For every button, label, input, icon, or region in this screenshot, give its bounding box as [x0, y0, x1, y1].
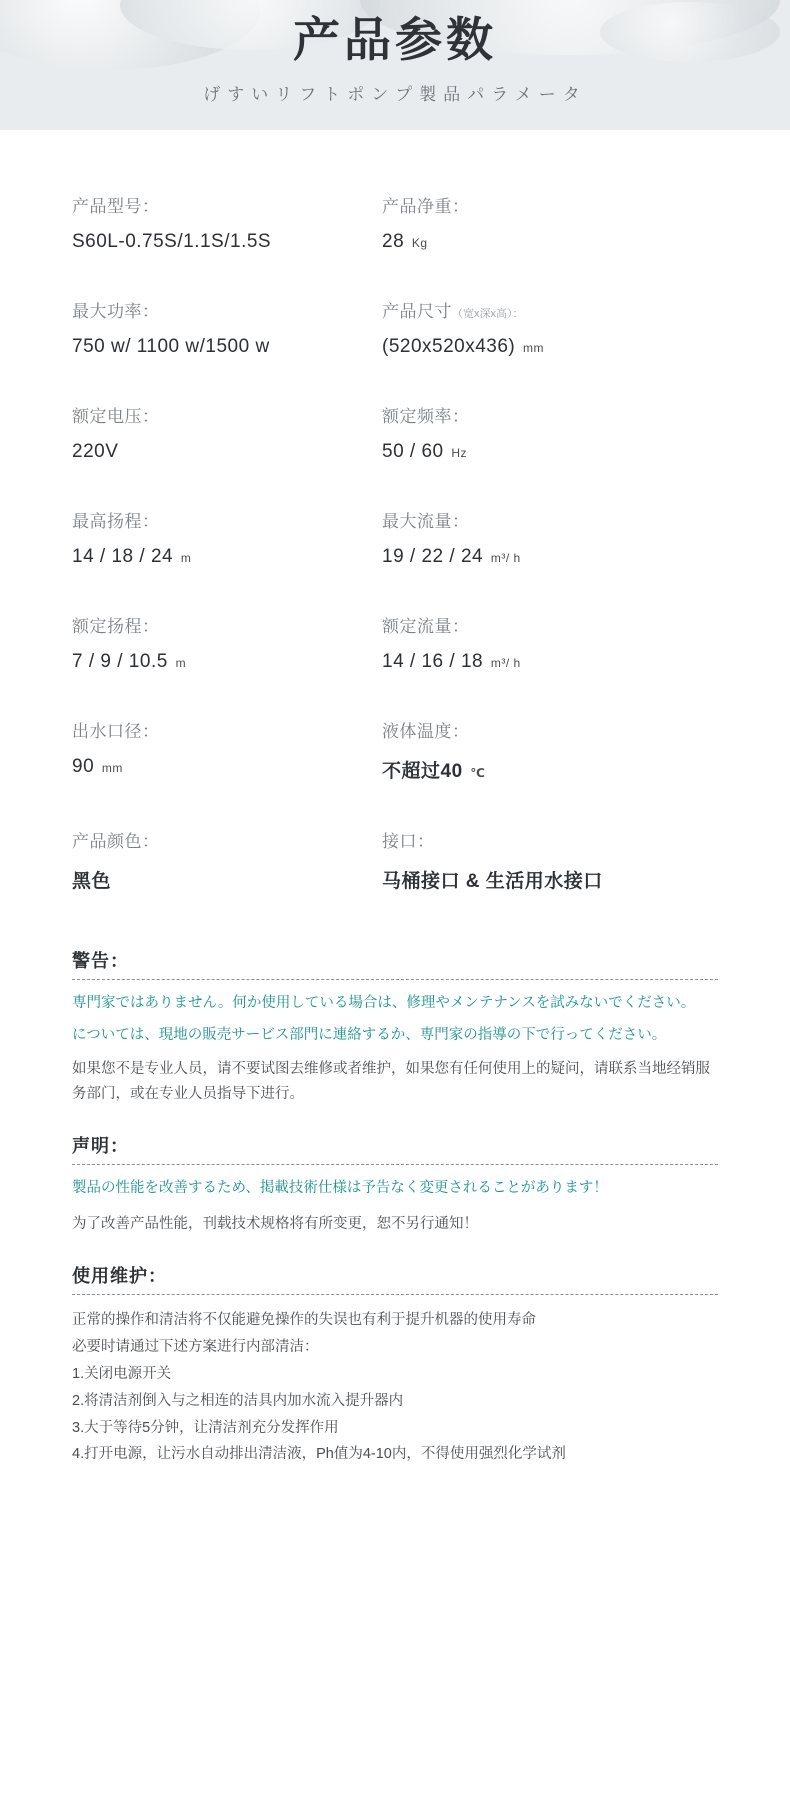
- spec-value: 马桶接口 & 生活用水接口: [382, 871, 603, 892]
- spec-label: 液体温度：: [382, 722, 470, 741]
- spec-value: 90 mm: [72, 756, 123, 777]
- spec-label: 最高扬程：: [72, 512, 160, 531]
- spec-unit: m: [180, 551, 192, 565]
- spec-item-max-power: [72, 297, 382, 402]
- spec-unit: m³/ h: [490, 656, 521, 670]
- spec-label: 接口：: [382, 832, 435, 851]
- spec-label: 产品净重：: [382, 197, 470, 216]
- page-header: [0, 0, 790, 130]
- divider: [72, 1164, 718, 1165]
- spec-unit: m³/ h: [490, 551, 521, 565]
- spec-item-interface: [382, 827, 760, 937]
- spec-label: 额定扬程：: [72, 617, 160, 636]
- spec-item-dimensions: [382, 297, 760, 402]
- spec-value: S60L-0.75S/1.1S/1.5S: [72, 231, 272, 252]
- spec-unit: m: [175, 656, 187, 670]
- spec-item-net-weight: [382, 192, 760, 297]
- warning-text-jp-1: 専門家ではありません。何か使用している場合は、修理やメンテナンスを試みないでください。: [72, 995, 696, 1011]
- spec-item-max-flow: [382, 507, 760, 612]
- spec-label: 额定电压：: [72, 407, 160, 426]
- spec-value: 黑色: [72, 871, 112, 892]
- maintenance-step: 4.打开电源，让污水自动排出清洁液，Ph值为4-10内，不得使用强烈化学试剂: [72, 1446, 566, 1463]
- spec-label-sub: （宽x深x高）：: [452, 308, 524, 320]
- notes-section: [72, 947, 718, 1468]
- spec-value: 750 w/ 1100 w/1500 w: [72, 336, 270, 357]
- maintenance-title: 使用维护：: [72, 1266, 167, 1287]
- divider: [72, 1294, 718, 1295]
- spec-value: 220V: [72, 441, 119, 462]
- divider: [72, 979, 718, 980]
- spec-item-max-head: [72, 507, 382, 612]
- spec-value: 14 / 16 / 18 m³/ h: [382, 651, 521, 672]
- page-title: 产品参数: [293, 13, 497, 66]
- warning-text-cn: 如果您不是专业人员，请不要试图去维修或者维护，如果您有任何使用上的疑问，请联系当地经销服务部门，或在专业人员指导下进行。: [72, 1060, 710, 1102]
- spec-value: 19 / 22 / 24 m³/ h: [382, 546, 521, 567]
- warning-title: 警告：: [72, 951, 129, 971]
- spec-label: 最大功率：: [72, 302, 160, 321]
- spec-label: 额定流量：: [382, 617, 470, 636]
- spec-label: 产品型号：: [72, 197, 160, 216]
- statement-block: [72, 1132, 718, 1236]
- spec-item-rated-frequency: [382, 402, 760, 507]
- spec-label: 最大流量：: [382, 512, 470, 531]
- spec-value: 7 / 9 / 10.5 m: [72, 651, 187, 672]
- maintenance-intro-2: 必要时请通过下述方案进行内部清洁：: [72, 1339, 319, 1356]
- spec-item-rated-flow: [382, 612, 760, 717]
- statement-text-cn: 为了改善产品性能，刊载技术规格将有所变更，恕不另行通知！: [72, 1215, 478, 1232]
- spec-label: 额定频率：: [382, 407, 470, 426]
- maintenance-intro-1: 正常的操作和清洁将不仅能避免操作的失误也有利于提升机器的使用寿命: [72, 1312, 536, 1329]
- spec-label: 出水口径：: [72, 722, 160, 741]
- maintenance-step: 1.关闭电源开关: [72, 1365, 172, 1382]
- spec-unit: Hz: [451, 446, 468, 460]
- spec-value: 28 Kg: [382, 231, 428, 252]
- spec-value: (520x520x436) mm: [382, 336, 545, 357]
- spec-item-color: [72, 827, 382, 937]
- warning-text-jp-2: については、現地の販売サービス部門に連絡するか、専門家の指導の下で行ってください。: [72, 1027, 667, 1044]
- spec-label: 产品尺寸（宽x深x高）：: [382, 302, 524, 321]
- page-subtitle: げすいリフトポンプ製品パラメータ: [203, 84, 587, 104]
- maintenance-step: 3.大于等待5分钟，让清洁剂充分发挥作用: [72, 1419, 339, 1436]
- statement-text-jp: 製品の性能を改善するため、掲載技術仕様は予告なく変更されることがあります！: [72, 1180, 608, 1197]
- spec-grid: [72, 130, 760, 937]
- spec-item-model: [72, 192, 382, 297]
- maintenance-list: [72, 1307, 718, 1468]
- spec-unit: Kg: [411, 236, 428, 250]
- spec-unit: mm: [523, 341, 545, 355]
- spec-label: 产品颜色：: [72, 832, 160, 851]
- spec-unit: mm: [101, 761, 123, 775]
- spec-item-outlet-diameter: [72, 717, 382, 827]
- spec-item-liquid-temperature: [382, 717, 760, 827]
- maintenance-block: [72, 1262, 718, 1468]
- warning-block: [72, 947, 718, 1106]
- spec-item-rated-head: [72, 612, 382, 717]
- maintenance-step: 2.将清洁剂倒入与之相连的洁具内加水流入提升器内: [72, 1392, 404, 1409]
- spec-value: 50 / 60 Hz: [382, 441, 468, 462]
- spec-item-rated-voltage: [72, 402, 382, 507]
- spec-value: 不超过40 ℃: [382, 761, 486, 782]
- statement-title: 声明：: [72, 1136, 129, 1157]
- spec-value: 14 / 18 / 24 m: [72, 546, 192, 567]
- spec-unit: ℃: [470, 766, 486, 780]
